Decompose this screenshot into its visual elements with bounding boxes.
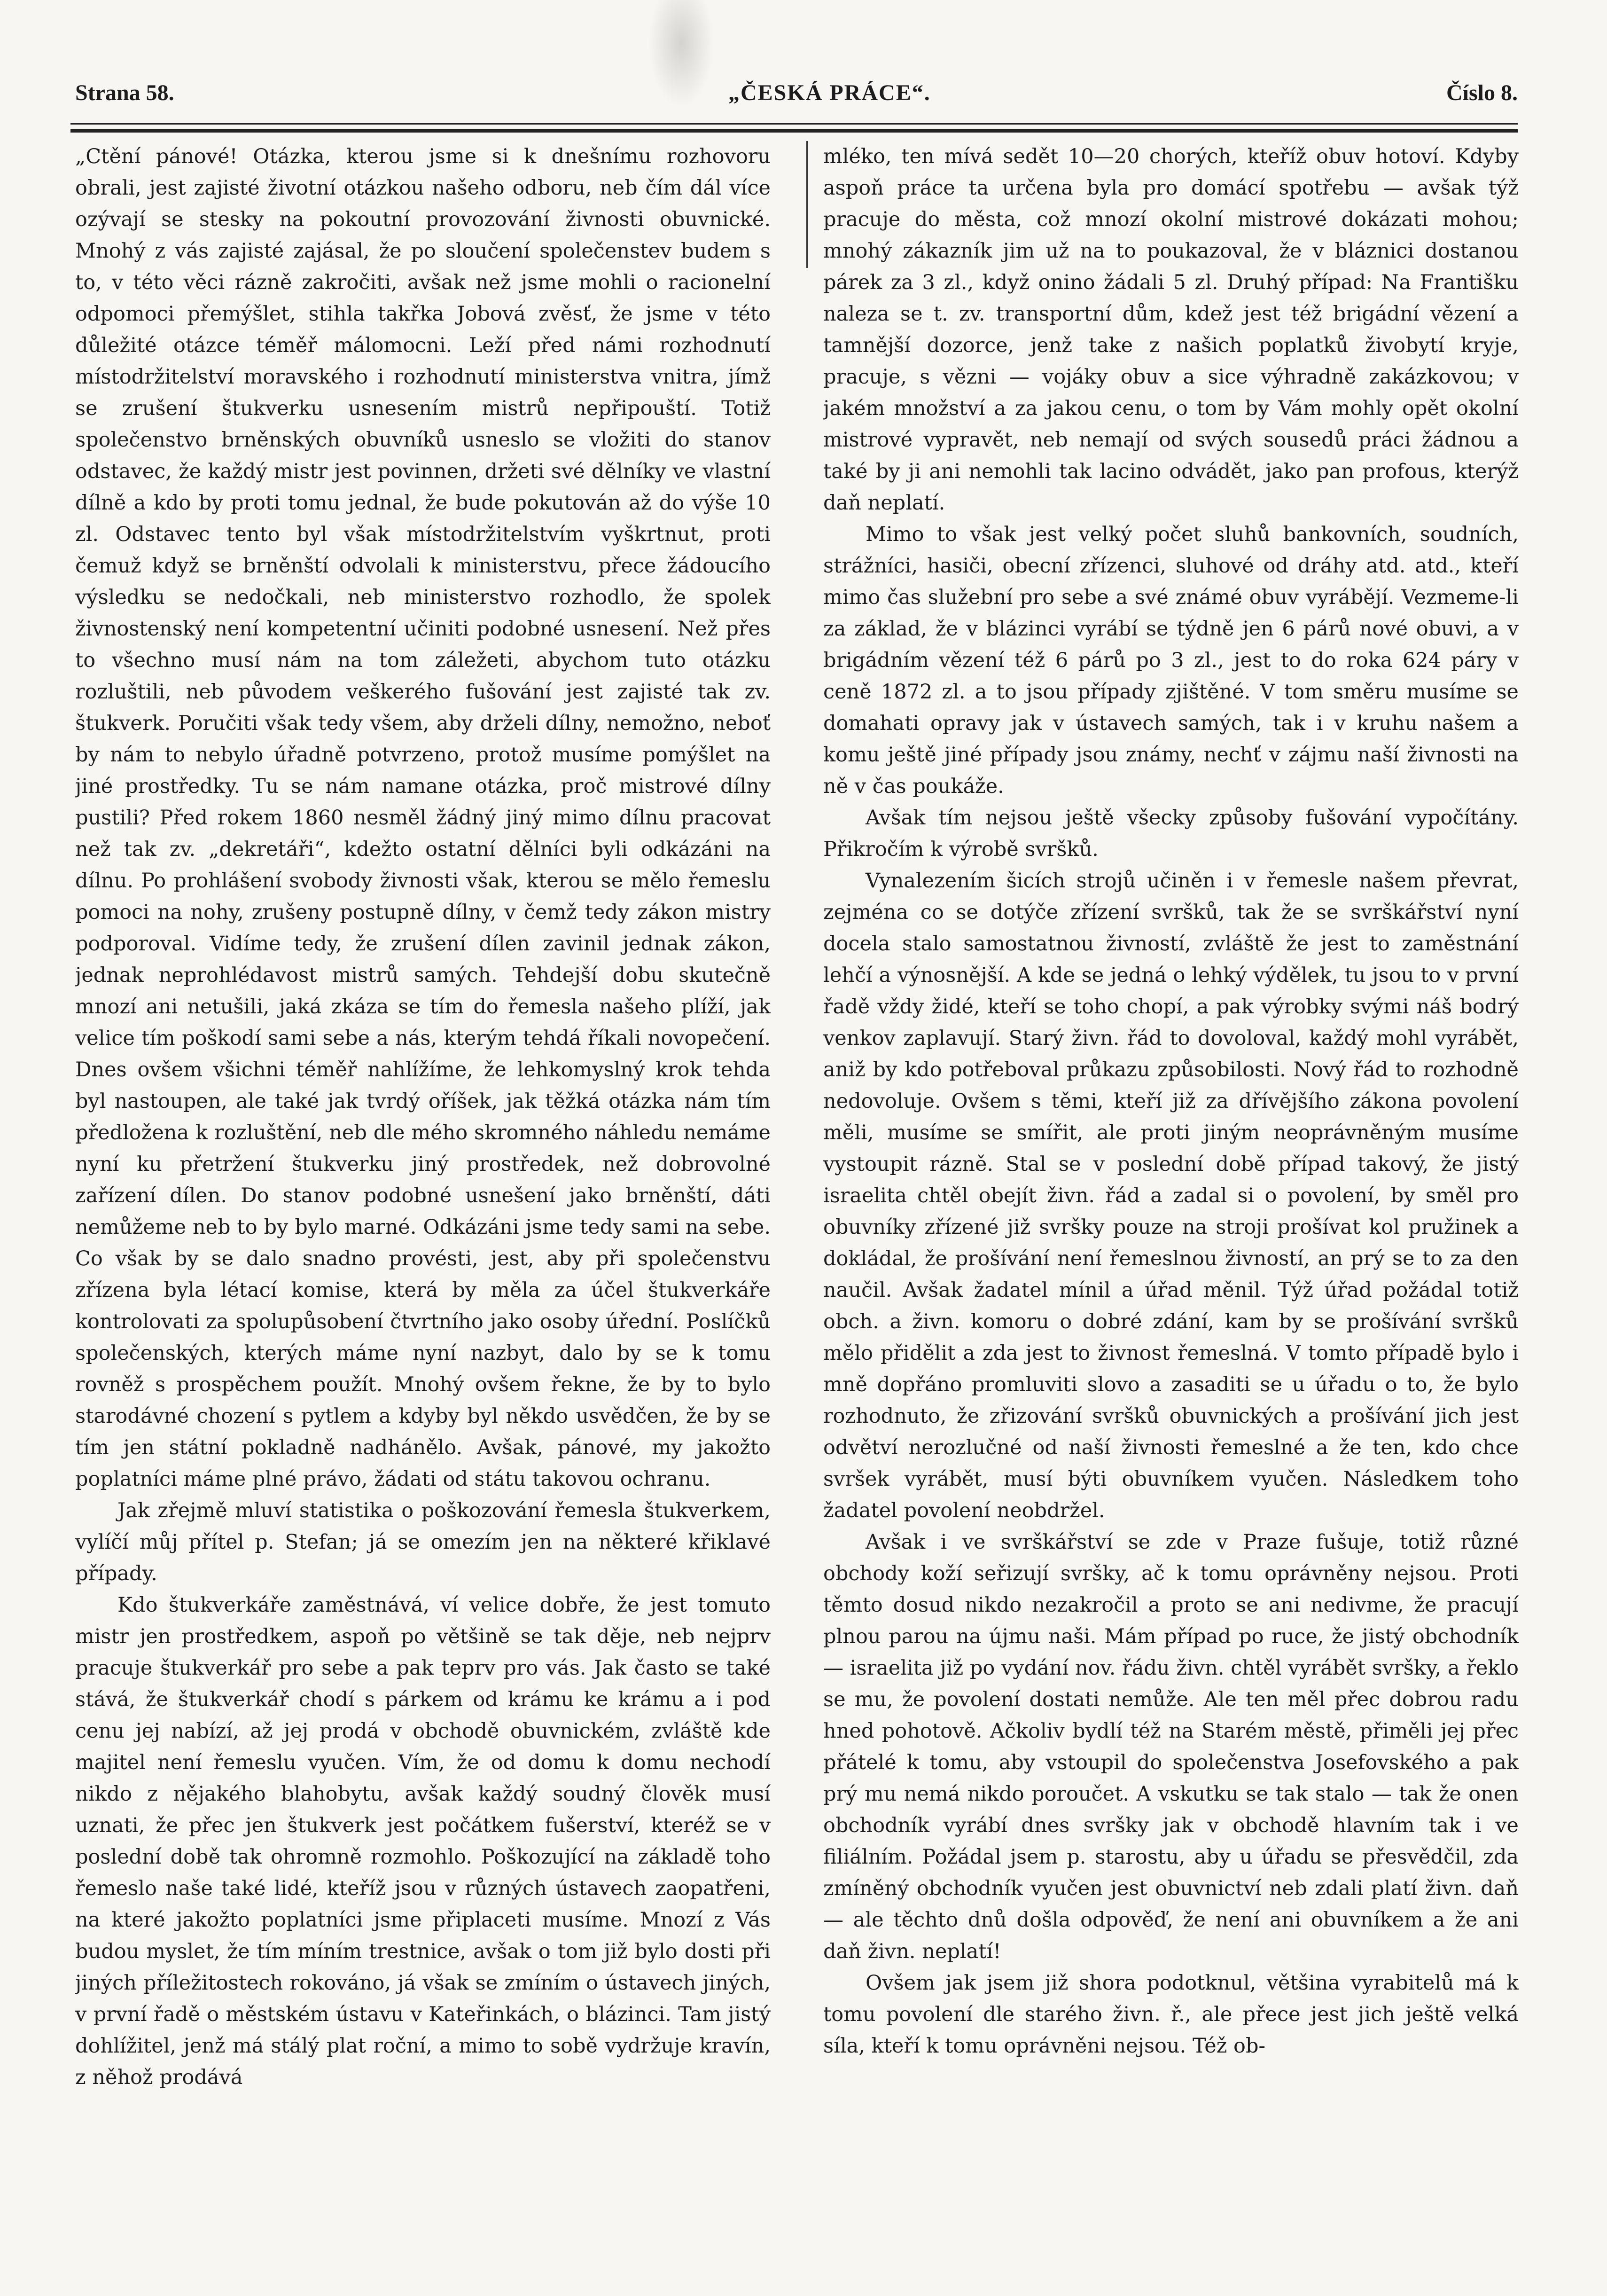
paragraph: mléko, ten mívá sedět 10—20 chorých, kteříž obuv hotoví. Kdyby aspoň práce ta určena byla pro domácí spotřebu — avšak týž pracuje do města, což mnozí okolní mistrové dokázati mohou; mnohý zákazník jim už na to poukazoval, že v bláznici dostanou párek za 3 zl., když onino žádali 5 zl. Druhý případ: Na Františku naleza se t. zv. transportní dům, kdež jest též brigádní vězení a tamnější dozorce, jenž take z našich poplatků živobytí kryje, pracuje, s vězni — vojáky obuv a sice výhradně zakázkovou; v jakém množství a za jakou cenu, o tom by Vám mohly opět okolní mistrové vypravět, neb nemají od svých sousedů práci žádnou a také by ji ani nemohli tak lacino odvádět, jako pan profous, kterýž daň neplatí. — [823, 145, 1519, 515]
page-number: Strana 58. — [75, 80, 174, 105]
page-header — [75, 71, 1518, 113]
right-column — [823, 141, 1519, 2247]
paragraph: Vynalezením šicích strojů učiněn i v řemesle našem převrat, zejména co se dotýče zřízení svršků, tak že se svrškářství nyní docela stalo samostatnou živností, zvláště že jest to zaměstnání lehčí a výnosnější. A kde se jedná o lehký výdělek, tu jsou to v první řadě vždy židé, kteří se toho chopí, a pak výrobky svými náš bodrý venkov zaplavují. Starý živn. řád to dovoloval, každý mohl vyrábět, aniž by kdo potřeboval průkazu způsobilosti. Nový řád to rozhodně nedovoluje. Ovšem s těmi, kteří již za dřívějšího zákona povolení měli, musíme se smířit, ale proti jiným neoprávněným musíme vystoupit rázně. Stal se v poslední době případ takový, že jistý israelita chtěl obejít živn. řád a zadal si o povolení, by směl pro obuvníky zřízené již svršky pouze na stroji prošívat kol pružinek a dokládal, že prošívání není řemeslnou živností, an prý se to za den naučil. Avšak žadatel mínil a úřad měnil. Týž úřad požádal totiž obch. a živn. komoru o dobré zdání, kam by se prošívání svršků mělo přidělit a zda jest to živnost řemeslná. V tomto případě bylo i mně dopřáno promluviti slovo a zasaditi se u úřadu o to, že bylo rozhodnuto, že zřizování svršků obuvnických a prošívání jich jest odvětví nerozlučné od naší živnosti řemeslné a že ten, kdo chce svršek vyrábět, musí býti obuvníkem vyučen. Následkem toho žadatel povolení neobdržel. — [823, 869, 1519, 1522]
header-rule-thick — [70, 129, 1518, 133]
paragraph: Jak zřejmě mluví statistika o poškozování řemesla štukverkem, vylíčí můj přítel p. Stefan; já se omezím jen na některé křiklavé případy. — [75, 1499, 771, 1585]
paragraph: Kdo štukverkáře zaměstnává, ví velice dobře, že jest tomuto mistr jen prostředkem, aspoň po většině se tak děje, neb nejprv pracuje štukverkář pro sebe a pak teprv pro vás. Jak často se také stává, že štukverkář chodí s párkem od krámu ke krámu a i pod cenu jej nabízí, až jej prodá v obchodě obuvnickém, zvláště kde majitel není řemeslu vyučen. Vím, že od domu k domu nechodí nikdo z nějakého blahobytu, avšak každý soudný člověk musí uznati, že přec jen štukverk jest počátkem fušerství, kteréž se v poslední době tak ohromně rozmohlo. Poškozující na základě toho řemeslo naše také lidé, kteříž jsou v různých ústavech zaopatřeni, na které jakožto poplatníci jsme připlaceti musíme. Mnozí z Vás budou myslet, že tím míním trestnice, avšak o tom již bylo dosti při jiných příležitostech rokováno, já však se zmíním o ústavech jiných, v první řadě o městském ústavu v Kateřinkách, o blázinci. Tam jistý dohlížitel, jenž má stálý plat roční, a mimo to sobě vydržuje kravín, z něhož prodává — [75, 1593, 771, 2089]
paragraph: Ovšem jak jsem již shora podotknul, většina vyrabitelů má k tomu povolení dle starého živn. ř., ale přece jest jich ještě velká síla, kteří k tomu oprávněni nejsou. Též ob- — [823, 1971, 1519, 2058]
issue-number: Číslo 8. — [1446, 80, 1518, 105]
paragraph: Avšak tím nejsou ještě všecky způsoby fušování vypočítány. Přikročím k výrobě svršků. — [823, 806, 1519, 861]
paragraph: Mimo to však jest velký počet sluhů bankovních, soudních, strážníci, hasiči, obecní zřízenci, sluhové od dráhy atd. atd., kteří mimo čas služební pro sebe a své známé obuv vyrábějí. Vezmeme-li za základ, že v blázinci vyrábí se týdně jen 6 párů nové obuvi, a v brigádním vězení též 6 párů po 3 zl., jest to do roka 624 páry v ceně 1872 zl. a to jsou případy zjištěné. V tom směru musíme se domahati opravy jak v ústavech samých, tak i v kruhu našem a komu ještě jiné případy jsou známy, nechť v zájmu naší živnosti na ně v čas poukáže. — [823, 523, 1519, 798]
journal-title: „ČESKÁ PRÁCE“. — [728, 80, 931, 105]
header-rule-thin — [70, 123, 1518, 125]
paragraph: „Ctění pánové! Otázka, kterou jsme si k dnešnímu rozhovoru obrali, jest zajisté životní otázkou našeho odboru, neb čím dál více ozývají se stesky na pokoutní provozování živnosti obuvnické. Mnohý z vás zajisté zajásal, že po sloučení společenstev budem s to, v této věci rázně zakročiti, avšak než jsme mohli o racionelní odpomoci přemýšlet, stihla takřka Jobová zvěsť, že jsme v této důležité otázce téměř málomocni. Leží před námi rozhodnutí místodržitelství moravského i rozhodnutí ministerstva vnitra, jímž se zrušení štukverku usnesením mistrů nepřipouští. Totiž společenstvo brněnských obuvníků usneslo se vložiti do stanov odstavec, že každý mistr jest povinnen, držeti své dělníky ve vlastní dílně a kdo by proti tomu jednal, že bude pokutován až do výše 10 zl. Odstavec tento byl však místodržitelstvím vyškrtnut, proti čemuž když se brněnští odvolali k ministerstvu, přece žádoucího výsledku se nedočkali, neb ministerstvo rozhodlo, že spolek živnostenský není kompetentní učiniti podobné usnesení. Než přes to všechno musí nám na tom záležeti, abychom tuto otázku rozluštili, neb původem veškerého fušování jest zajisté tak zv. štukverk. Poručiti však tedy všem, aby drželi dílny, nemožno, neboť by nám to nebylo úřadně potvrzeno, protož musíme pomýšlet na jiné prostředky. Tu se nám namane otázka, proč mistrové dílny pustili? Před rokem 1860 nesměl žádný jiný mimo dílnu pracovat než tak zv. „dekretáři“, kdežto ostatní dělníci byli odkázáni na dílnu. Po prohlášení svobody živnosti však, kterou se mělo řemeslu pomoci na nohy, zrušeny postupně dílny, v čemž tedy zákon mistry podporoval. Vidíme tedy, že zrušení dílen zavinil jednak zákon, jednak neprohlédavost mistrů samých. Tehdejší dobu skutečně mnozí ani netušili, jaká zkáza se tím do řemesla našeho plíží, jak velice tím poškodí sami sebe a nás, kterým tehdá říkali novopečení. Dnes ovšem všichni téměř nahlížíme, že lehkomyslný krok tehda byl nastoupen, ale také jak tvrdý oříšek, jak těžká otázka nám tím předložena k rozluštění, neb dle mého skromného náhledu nemáme nyní ku přetržení štukverku jiný prostředek, než dobrovolné zařízení dílen. Do stanov podobné usnešení jako brněnští, dáti nemůžeme neb to by bylo marné. Odkázáni jsme tedy sami na sebe. Co však by se dalo snadno provésti, jest, aby při společenstvu zřízena byla létací komise, která by měla za účel štukverkáře kontrolovati za spolupůsobení čtvrtního jako osoby úřední. Poslíčků společenských, kterých máme nyní nazbyt, dalo by se k tomu rovněž s prospěchem použít. Mnohý ovšem řekne, že by to bylo starodávné chození s pytlem a kdyby byl někdo usvědčen, že by se tím jen státní pokladně nadhánělo. Avšak, pánové, my jakožto poplatníci máme plné právo, žádati od státu takovou ochranu. — [75, 145, 771, 1491]
column-divider — [806, 141, 808, 268]
left-column — [75, 141, 771, 2247]
paragraph: Avšak i ve svrškářství se zde v Praze fušuje, totiž různé obchody koží seřizují svršky, ač k tomu oprávněny nejsou. Proti těmto dosud nikdo nezakročil a proto se ani nedivme, že pracují plnou parou na újmu naši. Mám případ po ruce, že jistý obchodník — israelita již po vydání nov. řádu živn. chtěl vyrábět svršky, a řeklo se mu, že povolení dostati nemůže. Ale ten měl přec dobrou radu hned pohotově. Ačkoliv bydlí též na Starém městě, přiměli jej přec přátelé k tomu, aby vstoupil do společenstva Josefovského a pak prý mu nemá nikdo poroučet. A vskutku se tak stalo — tak že onen obchodník vyrábí dnes svršky jak v obchodě hlavním tak i ve filiálním. Požádal jsem p. starostu, aby u úřadu se přesvědčil, zda zmíněný obchodník vyučen jest obuvnictví neb zdali platí živn. daň — ale těchto dnů došla odpověď, že není ani obuvníkem a že ani daň živn. neplatí! — [823, 1530, 1519, 1963]
